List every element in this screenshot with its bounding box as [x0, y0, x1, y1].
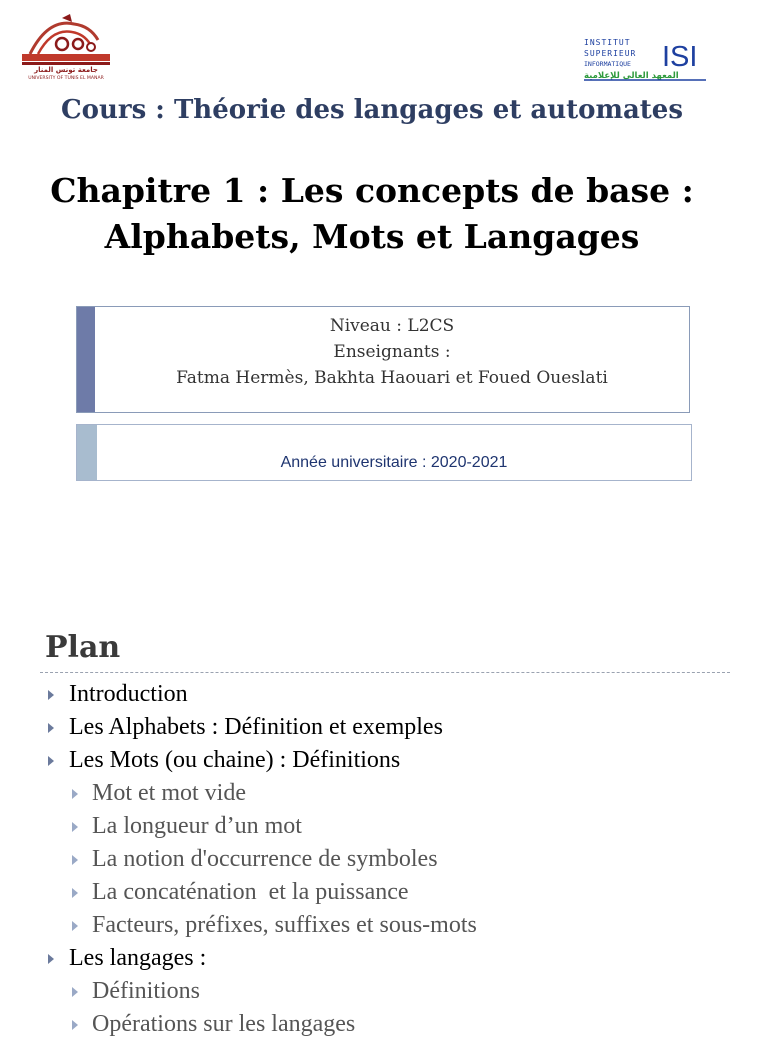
plan-list — [0, 678, 768, 1041]
university-logo-arabic: جامعة تونس المنار — [34, 66, 98, 74]
isi-logo-line-3: INFORMATIQUE — [584, 60, 631, 68]
teachers-label: Enseignants : — [333, 342, 451, 362]
plan-subitem — [0, 843, 768, 876]
plan-item-text: Facteurs, préfixes, suffixes et sous-mots — [92, 912, 477, 938]
bullet-arrow-icon — [72, 987, 78, 997]
plan-subitem — [0, 909, 768, 942]
info-lines — [95, 313, 689, 391]
plan-item-text: Définitions — [92, 978, 200, 1004]
plan-item-text: La longueur d’un mot — [92, 813, 302, 839]
bullet-arrow-icon — [72, 1020, 78, 1030]
plan-item-text: La concaténation et la puissance — [92, 879, 409, 905]
plan-heading: Plan — [45, 630, 121, 665]
bullet-arrow-icon — [48, 954, 54, 964]
bullet-arrow-icon — [72, 855, 78, 865]
year-box — [76, 424, 692, 481]
bullet-arrow-icon — [72, 822, 78, 832]
plan-item — [0, 711, 768, 744]
isi-logo-line-1: INSTITUT — [584, 38, 631, 47]
plan-item-text: Mot et mot vide — [92, 780, 246, 806]
course-title: Cours : Théorie des langages et automates — [60, 95, 683, 125]
bullet-arrow-icon — [72, 789, 78, 799]
plan-item-text: Introduction — [69, 681, 188, 707]
teachers-names: Fatma Hermès, Bakhta Haouari et Foued Oueslati — [176, 368, 608, 388]
isi-logo-acronym: ISI — [662, 41, 698, 73]
plan-subitem — [0, 1008, 768, 1041]
chapter-title: Chapitre 1 : Les concepts de base : Alphabets, Mots et Langages — [50, 171, 694, 256]
bullet-arrow-icon — [72, 921, 78, 931]
isi-logo-arabic: المعهد العالي للإعلامية — [584, 71, 679, 81]
university-logo-latin: UNIVERSITY OF TUNIS EL MANAR — [28, 76, 104, 80]
plan-subitem — [0, 777, 768, 810]
plan-item-text: Les langages : — [69, 945, 207, 971]
plan-item — [0, 678, 768, 711]
plan-item-text: La notion d'occurrence de symboles — [92, 846, 438, 872]
plan-item — [0, 942, 768, 975]
bullet-arrow-icon — [48, 756, 54, 766]
info-box — [76, 306, 690, 413]
plan-item-text: Les Alphabets : Définition et exemples — [69, 714, 443, 740]
info-box-accent-bar — [77, 307, 95, 412]
bullet-arrow-icon — [48, 690, 54, 700]
plan-item-text: Opérations sur les langages — [92, 1011, 356, 1037]
plan-subitem — [0, 975, 768, 1008]
bullet-arrow-icon — [48, 723, 54, 733]
university-logo — [18, 14, 114, 80]
plan-subitem — [0, 876, 768, 909]
year-box-accent-bar — [77, 425, 97, 480]
level-text: Niveau : L2CS — [329, 316, 455, 336]
isi-logo — [582, 36, 708, 82]
plan-divider — [40, 672, 730, 673]
isi-logo-line-2: SUPERIEUR — [584, 49, 637, 58]
bullet-arrow-icon — [72, 888, 78, 898]
academic-year: Année universitaire : 2020-2021 — [280, 454, 508, 471]
plan-item-text: Les Mots (ou chaine) : Définitions — [69, 747, 401, 773]
plan-item — [0, 744, 768, 777]
university-emblem-icon — [22, 14, 110, 65]
plan-subitem — [0, 810, 768, 843]
